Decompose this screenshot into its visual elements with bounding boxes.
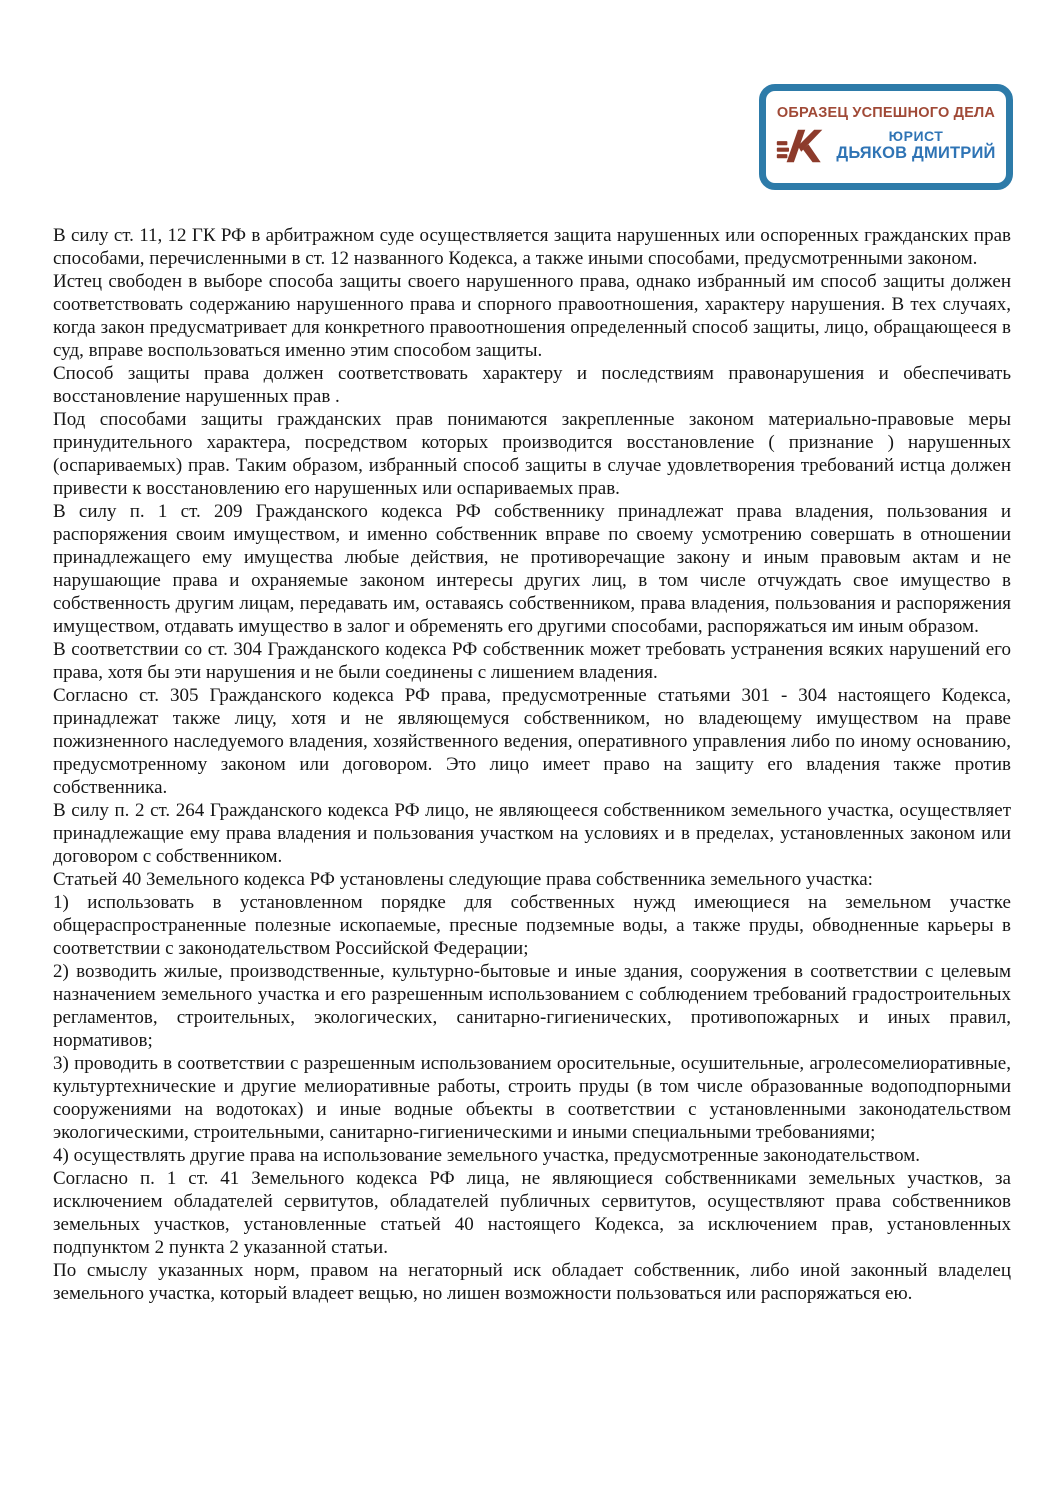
logo-tagline: ОБРАЗЕЦ УСПЕШНОГО ДЕЛА (776, 104, 996, 121)
paragraph: Истец свободен в выборе способа защиты своего нарушенного права, однако избранный им способ защиты должен соответствовать содержанию нарушенного права и спорного правоотношения, характеру нарушения. В тех случаях, когда закон предусматривает для конкретного правоотношения определенный способ защиты, лицо, обращающееся в суд, вправе воспользоваться именно этим способом защиты. (53, 271, 1011, 361)
law-firm-logo-badge (759, 84, 1013, 190)
paragraph: 3) проводить в соответствии с разрешенным использованием оросительные, осушительные, агролесомелиоративные, культуртехнические и другие мелиоративные работы, строить пруды (в том числе образованные водоподпорными сооружениями на водотоках) и иные водные объекты в соответствии с установленными законодательством экологическими, строительными, санитарно-гигиеническими и иными специальными требованиями; (53, 1053, 1011, 1143)
paragraph: Согласно п. 1 ст. 41 Земельного кодекса РФ лица, не являющиеся собственниками земельных участков, за исключением обладателей сервитутов, обладателей публичных сервитутов, осуществляют права собственников земельных участков, установленные статьей 40 настоящего Кодекса, за исключением прав, установленных подпунктом 2 пункта 2 указанной статьи. (53, 1168, 1011, 1258)
stylized-k-icon (776, 124, 828, 168)
paragraph: 1) использовать в установленном порядке для собственных нужд имеющиеся на земельном участке общераспространенные полезные ископаемые, пресные подземные воды, а также пруды, обводненные карьеры в соответствии с законодательством Российской Федерации; (53, 892, 1011, 959)
paragraph: 2) возводить жилые, производственные, культурно-бытовые и иные здания, сооружения в соответствии с целевым назначением земельного участка и его разрешенным использованием с соблюдением требований градостроительных регламентов, строительных, экологических, санитарно-гигиенических, противопожарных и иных правил, нормативов; (53, 961, 1011, 1051)
paragraph: В силу п. 1 ст. 209 Гражданского кодекса РФ собственнику принадлежат права владения, пользования и распоряжения своим имуществом, и именно собственник вправе по своему усмотрению совершать в отношении принадлежащего ему имущества любые действия, не противоречащие закону и иным правовым актам и не нарушающие права и охраняемые законом интересы других лиц, в том числе отчуждать свое имущество в собственность другим лицам, передавать им, оставаясь собственником, права владения, пользования и распоряжения имуществом, отдавать имущество в залог и обременять его другими способами, распоряжаться им иным образом. (53, 501, 1011, 637)
legal-text-body (53, 224, 1011, 1305)
paragraph: В силу п. 2 ст. 264 Гражданского кодекса РФ лицо, не являющееся собственником земельного участка, осуществляет принадлежащие ему права владения и пользования участком на условиях и в пределах, установленных законом или договором с собственником. (53, 800, 1011, 867)
logo-role-label: ЮРИСТ (888, 127, 944, 144)
paragraph: В силу ст. 11, 12 ГК РФ в арбитражном суде осуществляется защита нарушенных или оспоренных гражданских прав способами, перечисленными в ст. 12 названного Кодекса, а также иными способами, предусмотренными законом. (53, 225, 1011, 269)
paragraph: В соответствии со ст. 304 Гражданского кодекса РФ собственник может требовать устранения всяких нарушений его права, хотя бы эти нарушения и не были соединены с лишением владения. (53, 639, 1011, 683)
paragraph: Статьей 40 Земельного кодекса РФ установлены следующие права собственника земельного участка: (53, 869, 873, 890)
paragraph: Способ защиты права должен соответствовать характеру и последствиям правонарушения и обеспечивать восстановление нарушенных прав . (53, 363, 1011, 407)
paragraph: 4) осуществлять другие права на использование земельного участка, предусмотренные законодательством. (53, 1145, 920, 1166)
logo-row (776, 124, 995, 168)
paragraph: Согласно ст. 305 Гражданского кодекса РФ права, предусмотренные статьями 301 - 304 настоящего Кодекса, принадлежат также лицу, хотя и не являющемуся собственником, но владеющему имуществом на праве пожизненного наследуемого владения, хозяйственного ведения, оперативного управления либо по иному основанию, предусмотренному законом или договором. Это лицо имеет право на защиту его владения также против собственника. (53, 685, 1011, 798)
logo-name-column (836, 129, 995, 163)
paragraph: По смыслу указанных норм, правом на негаторный иск обладает собственник, либо иной законный владелец земельного участка, который владеет вещью, но лишен возможности пользоваться или распоряжаться ею. (53, 1260, 1011, 1304)
paragraph: Под способами защиты гражданских прав понимаются закрепленные законом материально-правовые меры принудительного характера, посредством которых производится восстановление ( признание ) нарушенных (оспариваемых) прав. Таким образом, избранный способ защиты в случае удовлетворения требований истца должен привести к восстановлению его нарушенных или оспариваемых прав. (53, 409, 1011, 499)
logo-person-name: ДЬЯКОВ ДМИТРИЙ (836, 144, 996, 163)
